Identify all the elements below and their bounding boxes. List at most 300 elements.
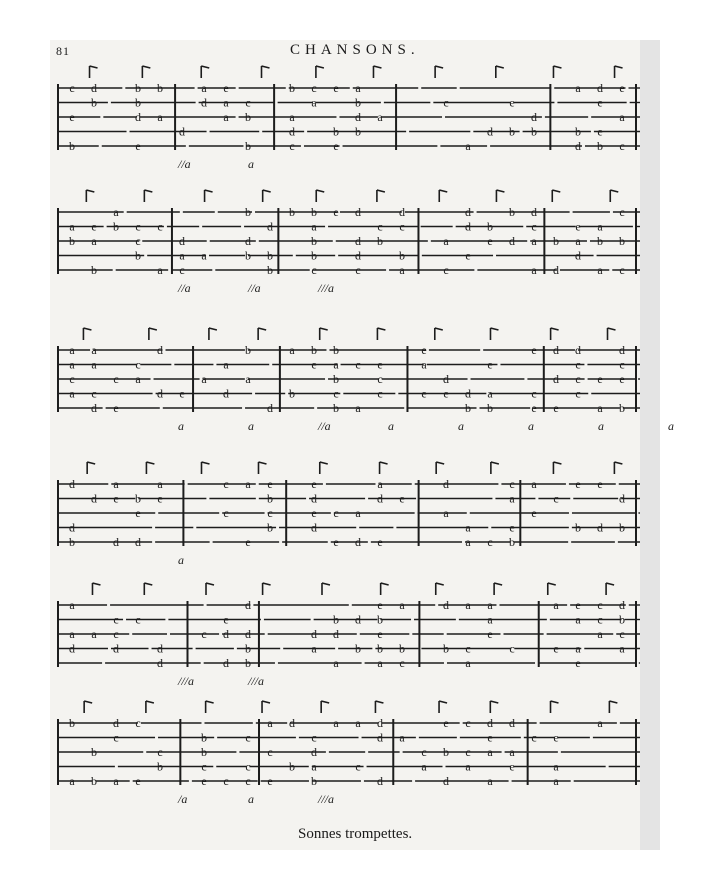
tab-letter: d	[179, 124, 185, 139]
tab-letter: a	[597, 219, 603, 234]
tab-letter: e	[377, 627, 383, 641]
tab-letter: d	[91, 81, 97, 95]
tab-letter: a	[465, 598, 471, 612]
tab-letter: c	[113, 372, 119, 386]
tab-letter: b	[333, 372, 339, 386]
tab-letter: c	[113, 627, 119, 641]
tab-letter: a	[135, 372, 141, 386]
tab-letter: c	[399, 219, 405, 234]
tab-letter: e	[135, 774, 141, 788]
tab-letter: a	[201, 372, 207, 386]
tab-letter: e	[91, 219, 97, 234]
tab-letter: d	[135, 535, 141, 549]
tab-letter: a	[509, 745, 515, 759]
tab-letter: e	[575, 656, 581, 670]
tab-letter: d	[355, 234, 361, 248]
tab-letter: c	[465, 641, 471, 656]
tab-letter: a	[311, 95, 317, 110]
tab-letter: d	[311, 745, 317, 759]
tab-letter: d	[597, 520, 603, 535]
tab-letter: d	[377, 774, 383, 788]
tab-letter: e	[377, 357, 383, 372]
tab-letter: a	[289, 110, 295, 124]
tab-letter: c	[443, 95, 449, 110]
tab-letter: e	[487, 234, 493, 248]
tab-letter: e	[113, 491, 119, 506]
tab-letter: a	[619, 641, 625, 656]
tab-letter: d	[113, 535, 119, 549]
tab-letter: e	[487, 730, 493, 745]
tab-letter: b	[245, 656, 251, 670]
tab-letter: c	[377, 372, 383, 386]
tab-letter: a	[69, 386, 75, 401]
tab-letter: b	[311, 774, 317, 788]
tab-letter: c	[157, 745, 163, 759]
tab-letter: d	[223, 386, 229, 401]
tab-letter: a	[113, 477, 119, 491]
tab-letter: c	[113, 730, 119, 745]
tab-letter: c	[135, 612, 141, 627]
tab-letter: a	[465, 139, 471, 153]
tab-letter: c	[91, 386, 97, 401]
tab-letter: e	[553, 401, 559, 415]
tab-letter: c	[69, 372, 75, 386]
tab-letter: d	[553, 263, 559, 277]
tab-letter: a	[69, 627, 75, 641]
tab-letter: e	[135, 139, 141, 153]
tab-letter: c	[619, 357, 625, 372]
tab-letter: e	[113, 401, 119, 415]
tab-letter: a	[69, 343, 75, 357]
tab-letter: e	[179, 386, 185, 401]
below-staff-mark: a	[388, 419, 394, 433]
tab-letter: a	[443, 506, 449, 520]
tab-letter: b	[443, 745, 449, 759]
tab-letter: d	[223, 656, 229, 670]
tab-letter: a	[465, 520, 471, 535]
tab-letter: a	[487, 745, 493, 759]
tab-letter: b	[267, 491, 273, 506]
below-staff-mark: a	[598, 419, 604, 433]
tab-letter: a	[355, 81, 361, 95]
tab-letter: a	[399, 598, 405, 612]
tab-letter: b	[311, 248, 317, 263]
tab-letter: b	[333, 343, 339, 357]
tab-letter: a	[179, 248, 185, 263]
tab-letter: d	[509, 234, 515, 248]
tab-letter: c	[597, 612, 603, 627]
tab-letter: d	[487, 716, 493, 730]
tab-letter: d	[267, 401, 273, 415]
tab-letter: d	[531, 110, 537, 124]
below-staff-mark: a	[178, 419, 184, 433]
tab-letter: c	[311, 263, 317, 277]
tab-letter: e	[135, 506, 141, 520]
tab-letter: b	[289, 386, 295, 401]
tab-letter: c	[575, 357, 581, 372]
tab-letter: d	[531, 205, 537, 219]
tab-letter: a	[91, 627, 97, 641]
tab-letter: d	[311, 627, 317, 641]
tab-letter: a	[575, 612, 581, 627]
tab-letter: a	[575, 81, 581, 95]
tab-letter: d	[223, 627, 229, 641]
tab-letter: b	[377, 234, 383, 248]
tab-letter: d	[91, 401, 97, 415]
tab-letter: d	[267, 219, 273, 234]
tab-letter: e	[69, 110, 75, 124]
below-staff-mark: ///a	[178, 674, 195, 688]
tab-letter: b	[245, 139, 251, 153]
tab-letter: d	[575, 343, 581, 357]
tab-letter: e	[575, 598, 581, 612]
tab-letter: e	[333, 205, 339, 219]
tab-letter: d	[289, 716, 295, 730]
tab-letter: c	[421, 745, 427, 759]
tab-letter: e	[597, 477, 603, 491]
tab-letter: b	[91, 263, 97, 277]
tab-letter: e	[619, 81, 625, 95]
tab-letter: c	[223, 774, 229, 788]
tab-letter: c	[223, 506, 229, 520]
below-staff-mark: a	[248, 157, 254, 171]
tab-letter: a	[69, 598, 75, 612]
tab-letter: b	[245, 205, 251, 219]
below-staff-mark: ///a	[318, 281, 335, 295]
tab-letter: a	[245, 477, 251, 491]
tab-letter: d	[157, 641, 163, 656]
tab-letter: b	[443, 641, 449, 656]
tab-letter: d	[465, 386, 471, 401]
tab-letter: b	[245, 343, 251, 357]
tab-letter: a	[509, 491, 515, 506]
tab-letter: b	[267, 263, 273, 277]
tab-letter: a	[69, 357, 75, 372]
tab-letter: b	[399, 248, 405, 263]
scan-edge-shadow	[640, 40, 660, 850]
tab-letter: b	[311, 343, 317, 357]
tab-letter: c	[311, 730, 317, 745]
tab-letter: a	[575, 641, 581, 656]
tab-letter: d	[355, 535, 361, 549]
tab-letter: b	[157, 81, 163, 95]
tab-letter: c	[531, 730, 537, 745]
tab-letter: c	[399, 656, 405, 670]
tab-letter: a	[201, 248, 207, 263]
tab-letter: a	[465, 759, 471, 774]
tab-letter: c	[355, 759, 361, 774]
below-staff-mark: a	[458, 419, 464, 433]
below-staff-mark: /a	[178, 792, 188, 806]
tab-letter: d	[355, 205, 361, 219]
tab-letter: c	[135, 357, 141, 372]
tab-letter: d	[69, 641, 75, 656]
tab-letter: e	[311, 357, 317, 372]
tab-letter: a	[487, 612, 493, 627]
tab-letter: c	[377, 219, 383, 234]
tab-letter: e	[157, 491, 163, 506]
tab-letter: d	[201, 95, 207, 110]
tab-letter: a	[553, 759, 559, 774]
tab-letter: d	[245, 627, 251, 641]
tab-letter: e	[509, 759, 515, 774]
tab-letter: b	[377, 612, 383, 627]
tab-letter: a	[553, 774, 559, 788]
tab-letter: a	[201, 81, 207, 95]
tab-letter: b	[201, 730, 207, 745]
page-header: CHANSONS.	[290, 42, 420, 58]
tab-letter: c	[575, 386, 581, 401]
tab-letter: b	[69, 535, 75, 549]
tab-letter: d	[575, 248, 581, 263]
tab-letter: a	[245, 372, 251, 386]
tab-letter: b	[575, 520, 581, 535]
tab-letter: a	[597, 716, 603, 730]
tab-letter: a	[69, 219, 75, 234]
tab-letter: b	[509, 124, 515, 139]
tab-letter: d	[399, 205, 405, 219]
tab-letter: c	[267, 745, 273, 759]
tab-letter: c	[267, 506, 273, 520]
tab-letter: a	[443, 234, 449, 248]
tab-letter: c	[333, 506, 339, 520]
tab-letter: e	[201, 774, 207, 788]
tab-letter: c	[333, 386, 339, 401]
tab-letter: d	[377, 716, 383, 730]
piece-caption: Sonnes trompettes.	[298, 826, 413, 842]
tab-letter: a	[311, 759, 317, 774]
tab-letter: d	[69, 477, 75, 491]
tab-letter: c	[179, 263, 185, 277]
tab-letter: b	[135, 248, 141, 263]
tab-letter: e	[443, 716, 449, 730]
tab-letter: a	[421, 759, 427, 774]
tab-letter: e	[421, 343, 427, 357]
tab-letter: b	[333, 124, 339, 139]
tab-letter: a	[223, 357, 229, 372]
tab-letter: c	[223, 477, 229, 491]
tab-letter: a	[487, 774, 493, 788]
tab-letter: a	[157, 263, 163, 277]
tab-letter: c	[245, 730, 251, 745]
below-staff-mark: ///a	[318, 792, 335, 806]
tab-letter: a	[69, 774, 75, 788]
tab-letter: a	[91, 343, 97, 357]
tab-letter: c	[509, 641, 515, 656]
tab-letter: d	[245, 598, 251, 612]
tab-letter: e	[333, 81, 339, 95]
tab-letter: d	[157, 343, 163, 357]
tab-letter: e	[245, 535, 251, 549]
tab-letter: b	[619, 401, 625, 415]
tab-letter: a	[223, 110, 229, 124]
tab-letter: b	[333, 612, 339, 627]
tab-letter: a	[333, 716, 339, 730]
tab-letter: b	[509, 535, 515, 549]
tab-letter: b	[333, 401, 339, 415]
tab-letter: c	[465, 745, 471, 759]
tab-letter: c	[135, 234, 141, 248]
tab-letter: c	[619, 205, 625, 219]
tab-letter: b	[91, 95, 97, 110]
tab-letter: b	[487, 219, 493, 234]
tab-letter: b	[399, 641, 405, 656]
tab-letter: d	[69, 520, 75, 535]
tab-letter: d	[443, 774, 449, 788]
tab-letter: a	[619, 110, 625, 124]
tab-letter: e	[443, 386, 449, 401]
tab-letter: a	[113, 774, 119, 788]
tab-letter: b	[289, 81, 295, 95]
tab-letter: d	[575, 139, 581, 153]
tab-letter: d	[509, 716, 515, 730]
tab-letter: a	[355, 506, 361, 520]
tab-letter: e	[333, 139, 339, 153]
page-number: 81	[56, 44, 70, 58]
tab-letter: a	[465, 656, 471, 670]
tab-letter: a	[421, 357, 427, 372]
tab-letter: c	[619, 627, 625, 641]
tab-letter: a	[531, 477, 537, 491]
tab-letter: d	[135, 110, 141, 124]
tab-letter: a	[465, 535, 471, 549]
tab-letter: a	[333, 357, 339, 372]
tab-letter: b	[69, 716, 75, 730]
tab-letter: e	[399, 491, 405, 506]
tab-letter: d	[179, 234, 185, 248]
tab-letter: a	[487, 598, 493, 612]
tab-letter: a	[355, 401, 361, 415]
tab-letter: c	[531, 219, 537, 234]
tab-letter: b	[311, 205, 317, 219]
tab-letter: d	[91, 491, 97, 506]
tab-letter: a	[311, 219, 317, 234]
tab-letter: a	[377, 110, 383, 124]
tab-letter: b	[487, 401, 493, 415]
tab-letter: e	[311, 477, 317, 491]
tab-letter: a	[399, 730, 405, 745]
tab-letter: e	[487, 627, 493, 641]
tab-letter: d	[443, 598, 449, 612]
tab-letter: e	[531, 401, 537, 415]
tab-letter: e	[531, 343, 537, 357]
tab-letter: c	[135, 716, 141, 730]
tab-letter: c	[245, 759, 251, 774]
tab-letter: a	[289, 343, 295, 357]
tab-letter: b	[597, 139, 603, 153]
tab-letter: e	[377, 598, 383, 612]
tab-letter: e	[531, 506, 537, 520]
tab-letter: c	[355, 357, 361, 372]
below-staff-mark: a	[248, 792, 254, 806]
tab-letter: c	[289, 139, 295, 153]
tab-letter: b	[311, 234, 317, 248]
tab-letter: c	[531, 386, 537, 401]
tab-letter: e	[509, 520, 515, 535]
tab-letter: a	[531, 263, 537, 277]
tab-letter: c	[245, 774, 251, 788]
tab-letter: e	[267, 477, 273, 491]
tab-letter: a	[487, 386, 493, 401]
tab-letter: c	[597, 598, 603, 612]
tab-letter: c	[113, 612, 119, 627]
tab-letter: c	[201, 627, 207, 641]
tab-letter: d	[377, 491, 383, 506]
below-staff-mark: a	[248, 419, 254, 433]
tab-letter: d	[443, 477, 449, 491]
tab-letter: b	[69, 139, 75, 153]
tab-letter: c	[619, 263, 625, 277]
tab-letter: c	[509, 477, 515, 491]
tab-letter: d	[311, 491, 317, 506]
tab-letter: b	[289, 759, 295, 774]
tab-letter: d	[619, 343, 625, 357]
tab-letter: b	[619, 612, 625, 627]
tab-letter: b	[531, 124, 537, 139]
tab-letter: e	[487, 357, 493, 372]
tab-letter: b	[597, 234, 603, 248]
tab-letter: a	[91, 234, 97, 248]
tab-letter: c	[377, 386, 383, 401]
tab-letter: a	[267, 716, 273, 730]
tab-letter: b	[267, 520, 273, 535]
tab-letter: e	[333, 535, 339, 549]
tab-letter: b	[619, 520, 625, 535]
tab-letter: d	[355, 110, 361, 124]
tab-letter: a	[377, 477, 383, 491]
tab-letter: c	[157, 219, 163, 234]
tab-letter: b	[245, 110, 251, 124]
tab-letter: e	[377, 535, 383, 549]
tab-letter: c	[487, 535, 493, 549]
tab-letter: a	[575, 234, 581, 248]
tab-letter: b	[355, 124, 361, 139]
tab-letter: a	[157, 110, 163, 124]
tab-letter: a	[157, 477, 163, 491]
tab-letter: a	[531, 234, 537, 248]
tab-letter: a	[355, 716, 361, 730]
tab-letter: d	[311, 520, 317, 535]
tab-letter: b	[69, 234, 75, 248]
below-staff-mark: //a	[178, 157, 191, 171]
tab-letter: a	[91, 357, 97, 372]
tab-letter: e	[267, 774, 273, 788]
tab-letter: b	[509, 205, 515, 219]
below-staff-mark: a	[528, 419, 534, 433]
tab-letter: e	[575, 219, 581, 234]
tab-letter: d	[113, 716, 119, 730]
tab-letter: a	[597, 627, 603, 641]
tab-letter: b	[553, 234, 559, 248]
tab-letter: c	[553, 491, 559, 506]
tab-letter: e	[223, 81, 229, 95]
tab-letter: c	[245, 95, 251, 110]
tab-letter: a	[597, 263, 603, 277]
tab-letter: e	[223, 612, 229, 627]
tab-letter: b	[135, 491, 141, 506]
tab-letter: d	[619, 491, 625, 506]
tab-letter: e	[575, 477, 581, 491]
tab-letter: c	[443, 263, 449, 277]
tab-letter: d	[619, 598, 625, 612]
tab-letter: d	[333, 627, 339, 641]
tab-letter: e	[421, 386, 427, 401]
tab-letter: c	[619, 139, 625, 153]
below-staff-mark: ///a	[248, 674, 265, 688]
below-staff-mark: //a	[318, 419, 331, 433]
tab-letter: a	[399, 263, 405, 277]
tab-letter: b	[355, 95, 361, 110]
